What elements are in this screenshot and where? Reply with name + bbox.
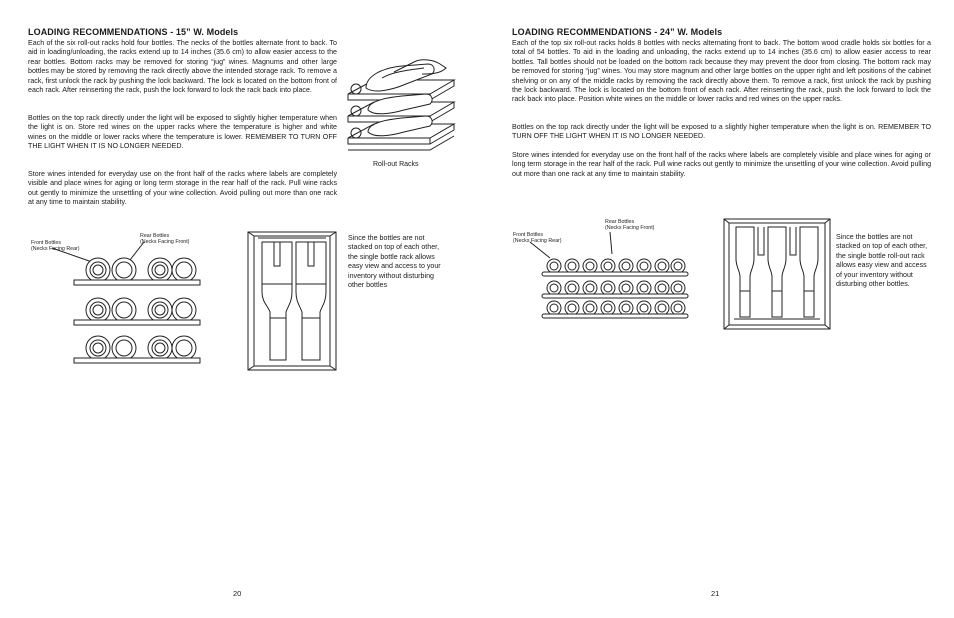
right-rack-front-view bbox=[540, 232, 690, 312]
left-rear-bottles-label: Rear Bottles (Necks Facing Front) bbox=[140, 233, 190, 246]
right-page-title: LOADING RECOMMENDATIONS - 24” W. Models bbox=[512, 27, 723, 37]
right-paragraph-2: Bottles on the top rack directly under the light will be exposed to a slightly higher temperature when the light is on. REMEMBER TO TURN OFF THE LIGHT WHEN IT IS NO LONGER NEEDED. bbox=[512, 123, 931, 141]
left-side-note: Since the bottles are not stacked on top of each other, the single bottle rack allows easy view and access to your inventory without disturbing other bottles bbox=[348, 234, 441, 290]
right-cabinet-bottles-view bbox=[724, 219, 832, 331]
left-front-bottles-label: Front Bottles (Necks Facing Rear) bbox=[31, 240, 80, 253]
right-side-note: Since the bottles are not stacked on top of each other, the single bottle roll-out rack allows easy view and access of your inventory without disturbing other bottles. bbox=[836, 233, 928, 289]
left-paragraph-3: Store wines intended for everyday use on the front half of the racks where labels are completely visible and place wines for aging or long term storage in the rear half of the rack. Pull wine racks out gently to minimize the unsettling of your wine collection. Avoid pulling out more than one rack at any time to maintain stability. bbox=[28, 170, 337, 207]
rollout-racks-illustration bbox=[342, 54, 462, 154]
right-paragraph-1: Each of the top six roll-out racks holds 8 bottles with necks alternating front to back. The bottom wood cradle holds six bottles for a total of 54 bottles. To aid in the loading and unloading, the racks extend up to 14 inches (35.6 cm) to allow easier access to rear bottles. Tall bottles should not be loaded on the bottom rack because they may prevent the door from closing. The bottom rack may be removed for storing “jug” wines. You may store magnum and other large bottles on the upper right and left positions of the cabinet shelving or on any of the middle racks by removing the rack directly above them. To remove a rack, first unlock the rack by pushing the lock backward. The lock is located on the bottom front of each rack. After reinserting the rack, push the lock forward to lock the rack back into place. Position white wines on the middle or lower racks and red wines on the upper racks. bbox=[512, 39, 931, 104]
rollout-racks-caption: Roll-out Racks bbox=[373, 161, 419, 168]
left-page-number: 20 bbox=[233, 589, 242, 598]
right-page-number: 21 bbox=[711, 589, 720, 598]
left-page-title: LOADING RECOMMENDATIONS - 15” W. Models bbox=[28, 27, 239, 37]
right-paragraph-3: Store wines intended for everyday use on the front half of the racks where labels are completely visible and place wines for aging or long term storage in the rear half of the rack. Pull wine racks out gently to minimize the unsettling of your wine collection. Avoid pulling out more than one rack at any time to maintain stability. bbox=[512, 151, 932, 178]
right-front-bottles-label: Front Bottles (Necks Facing Rear) bbox=[513, 232, 562, 245]
left-paragraph-1: Each of the six roll-out racks hold four bottles. The necks of the bottles alternate front to back. To aid in loading/unloading, the racks extend up to 14 inches (35.6 cm) to allow easier access to the rear bottles. Bottom racks may be removed for storing “jug” wines. Magnums and other large bottles may be stored by removing the rack directly above the intended storage rack. To remove a rack, first unlock the rack by pushing the lock backward. The lock is located on the bottom front of each rack. After reinserting the rack, push the lock forward to lock the rack back into place. bbox=[28, 39, 337, 95]
left-rack-front-view bbox=[64, 248, 204, 370]
left-cabinet-bottles-view bbox=[248, 232, 338, 372]
left-paragraph-2: Bottles on the top rack directly under the light will be exposed to slightly higher temperature when the light is on. Store red wines on the upper racks where the temperature is higher and white wines on the middle or lower racks where the temperature is lower. REMEMBER TO TURN OFF THE LIGHT WHEN IT IS NO LONGER NEEDED. bbox=[28, 114, 337, 151]
right-rear-bottles-label: Rear Bottles (Necks Facing Front) bbox=[605, 219, 655, 232]
